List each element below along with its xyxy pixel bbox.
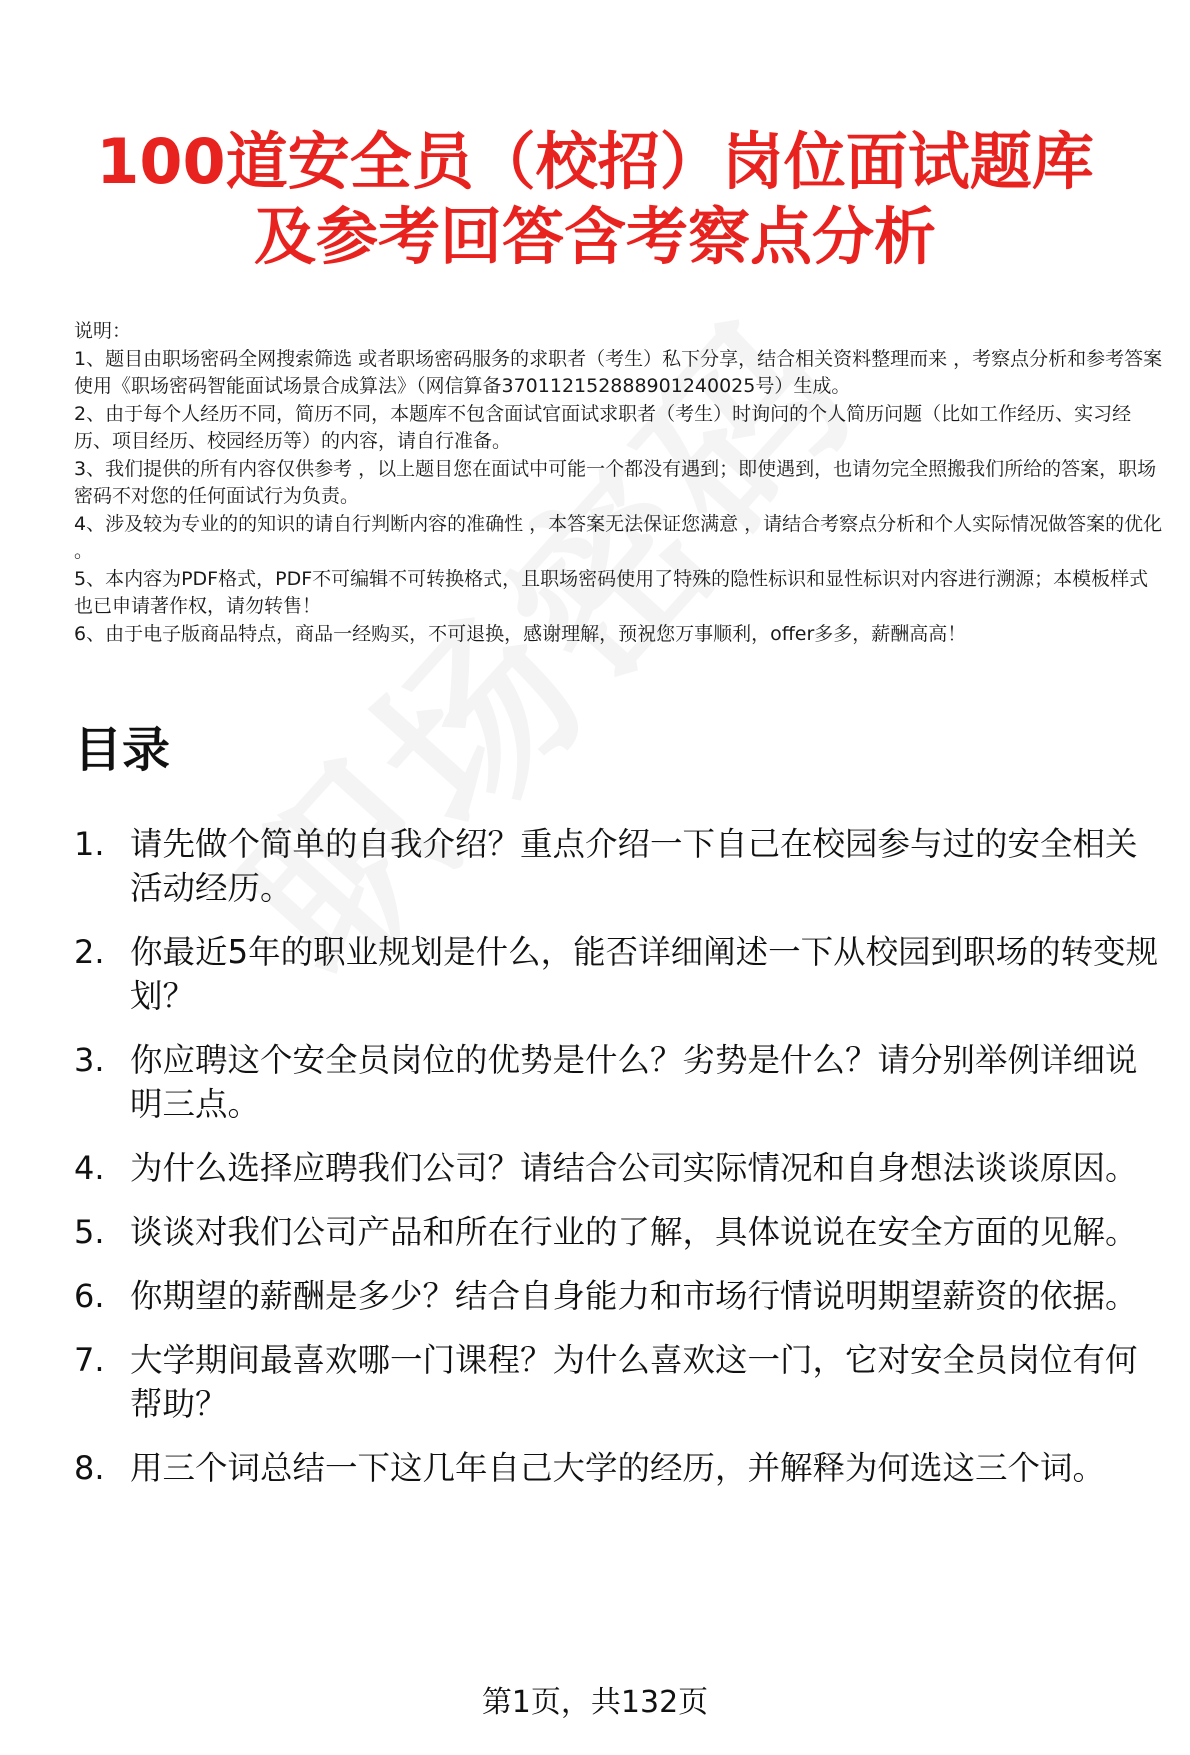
toc-item-number: 1. xyxy=(74,825,105,863)
instruction-item: 2、由于每个人经历不同，简历不同，本题库不包含面试官面试求职者（考生）时询问的个人简历问题（比如工作经历、实习经历、项目经历、校园经历等）的内容，请自行准备。 xyxy=(74,402,1132,452)
instruction-item: 1、题目由职场密码全网搜索筛选 或者职场密码服务的求职者（考生）私下分享，结合相关资料整理而来 ，考察点分析和参考答案使用《职场密码智能面试场景合成算法》（网信算备370112152888901240025号）生成。 xyxy=(74,347,1163,397)
toc-item-text: 大学期间最喜欢哪一门课程？为什么喜欢这一门，它对安全员岗位有何帮助？ xyxy=(130,1341,1138,1423)
instruction-item: 5、本内容为PDF格式，PDF不可编辑不可转换格式，且职场密码使用了特殊的隐性标识和显性标识对内容进行溯源；本模板样式也已申请著作权，请勿转售！ xyxy=(74,567,1149,617)
instruction-item: 3、我们提供的所有内容仅供参考 ，以上题目您在面试中可能一个都没有遇到；即使遇到，也请勿完全照搬我们所给的答案，职场密码不对您的任何面试行为负责。 xyxy=(74,457,1157,507)
toc-item-text: 用三个词总结一下这几年自己大学的经历，并解释为何选这三个词。 xyxy=(130,1449,1106,1487)
document-title-line-2: 及参考回答含考察点分析 xyxy=(253,200,936,273)
toc-item-text: 谈谈对我们公司产品和所在行业的了解，具体说说在安全方面的见解。 xyxy=(130,1213,1138,1251)
toc-item[interactable] xyxy=(74,822,1164,910)
toc-item-number: 6. xyxy=(74,1277,105,1315)
toc-heading: 目录 xyxy=(74,722,171,778)
instructions-heading: 说明： xyxy=(74,320,132,342)
instruction-item: 6、由于电子版商品特点，商品一经购买，不可退换，感谢理解，预祝您万事顺利，offer多多，薪酬高高！ xyxy=(74,622,967,645)
toc-item-text: 为什么选择应聘我们公司？请结合公司实际情况和自身想法谈谈原因。 xyxy=(130,1149,1138,1187)
toc-item[interactable] xyxy=(74,1038,1164,1126)
toc-item-number: 7. xyxy=(74,1341,105,1379)
toc-item[interactable] xyxy=(74,930,1164,1018)
instruction-item: 4、涉及较为专业的的知识的请自行判断内容的准确性 ，本答案无法保证您满意 ，请结合考察点分析和个人实际情况做答案的优化 。 xyxy=(74,512,1163,562)
toc-item-text: 你期望的薪酬是多少？结合自身能力和市场行情说明期望薪资的依据。 xyxy=(130,1277,1138,1315)
page-number: 第1页，共132页 xyxy=(481,1685,709,1720)
toc-item[interactable] xyxy=(74,1146,1164,1190)
toc-item-number: 5. xyxy=(74,1213,105,1251)
toc-item[interactable] xyxy=(74,1210,1164,1254)
toc-item[interactable] xyxy=(74,1338,1164,1426)
toc-item-text: 你应聘这个安全员岗位的优势是什么？劣势是什么？请分别举例详细说明三点。 xyxy=(130,1041,1138,1123)
toc-item-number: 2. xyxy=(74,933,105,971)
document-title-line-1: 100道安全员（校招）岗位面试题库 xyxy=(96,125,1094,198)
toc-item-number: 4. xyxy=(74,1149,105,1187)
table-of-contents xyxy=(74,822,1164,1510)
toc-item-number: 3. xyxy=(74,1041,105,1079)
toc-item[interactable] xyxy=(74,1446,1164,1490)
toc-item[interactable] xyxy=(74,1274,1164,1318)
toc-item-text: 请先做个简单的自我介绍？重点介绍一下自己在校园参与过的安全相关活动经历。 xyxy=(130,825,1138,907)
instructions-section xyxy=(74,318,1164,648)
toc-item-number: 8. xyxy=(74,1449,105,1487)
toc-item-text: 你最近5年的职业规划是什么，能否详细阐述一下从校园到职场的转变规划？ xyxy=(130,933,1159,1015)
